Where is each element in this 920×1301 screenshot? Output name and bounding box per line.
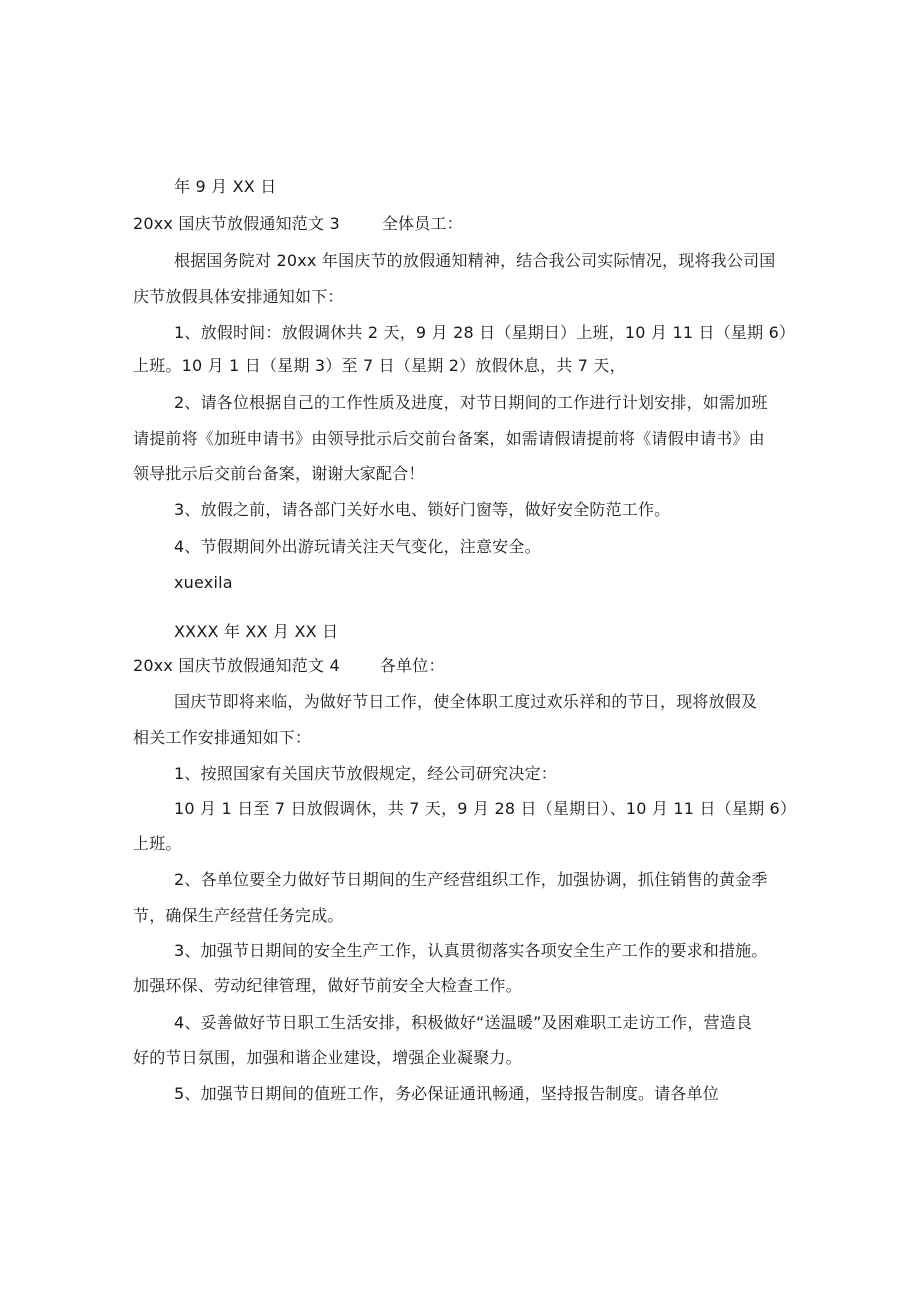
section-3-header: [133, 213, 463, 235]
section-3-item-2-line-1: 2、请各位根据自己的工作性质及进度，对节日期间的工作进行计划安排，如需加班: [174, 393, 768, 412]
section-4-item-3-line-1: 3、加强节日期间的安全生产工作，认真贯彻落实各项安全生产工作的要求和措施。: [174, 941, 768, 960]
section-3-item-2-line-3: 领导批示后交前台备案，谢谢大家配合！: [133, 464, 425, 483]
section-4-intro-line-2: 相关工作安排通知如下：: [133, 728, 312, 747]
section-3-date: XXXX 年 XX 月 XX 日: [174, 622, 339, 641]
section-4-item-1-detail-line-2: 上班。: [133, 834, 182, 853]
section-3-recipient: 全体员工：: [381, 214, 463, 233]
section-4-item-1: 1、按照国家有关国庆节放假规定，经公司研究决定：: [174, 764, 557, 783]
section-4-item-2-line-1: 2、各单位要全力做好节日期间的生产经营组织工作，加强协调，抓住销售的黄金季: [174, 870, 768, 889]
section-4-recipient: 各单位：: [379, 656, 445, 675]
section-4-item-5: 5、加强节日期间的值班工作，务必保证通讯畅通，坚持报告制度。请各单位: [174, 1084, 719, 1103]
section-3-item-1-line-1: 1、放假时间：放假调休共 2 天，9 月 28 日（星期日）上班，10 月 11 日（星期 6）: [174, 323, 796, 342]
section-3-item-3: 3、放假之前，请各部门关好水电、锁好门窗等，做好安全防范工作。: [174, 500, 671, 519]
section-4-heading: 20xx 国庆节放假通知范文 4: [133, 656, 340, 675]
section-4-item-3-line-2: 加强环保、劳动纪律管理，做好节前安全大检查工作。: [133, 976, 522, 995]
section-3-item-1-line-2: 上班。10 月 1 日（星期 3）至 7 日（星期 2）放假休息，共 7 天，: [133, 356, 626, 375]
section-3-item-4: 4、节假期间外出游玩请关注天气变化，注意安全。: [174, 537, 541, 556]
section-3-signature: xuexila: [174, 573, 233, 592]
section-3-intro-line-2: 庆节放假具体安排通知如下：: [133, 287, 344, 306]
section-4-item-2-line-2: 节，确保生产经营任务完成。: [133, 906, 344, 925]
section-3-item-2-line-2: 请提前将《加班申请书》由领导批示后交前台备案，如需请假请提前将《请假申请书》由: [133, 429, 765, 448]
section-3-heading: 20xx 国庆节放假通知范文 3: [133, 214, 340, 233]
section-4-item-4-line-1: 4、妥善做好节日职工生活安排，积极做好“送温暖”及困难职工走访工作，营造良: [174, 1013, 753, 1032]
section-4-item-1-detail-line-1: 10 月 1 日至 7 日放假调休，共 7 天，9 月 28 日（星期日）、10 月 11 日（星期 6）: [174, 799, 797, 818]
date-line: 年 9 月 XX 日: [174, 177, 277, 196]
section-4-header: [133, 655, 445, 677]
section-3-intro-line-1: 根据国务院对 20xx 年国庆节的放假通知精神，结合我公司实际情况，现将我公司国: [174, 251, 776, 270]
section-4-intro-line-1: 国庆节即将来临，为做好节日工作，使全体职工度过欢乐祥和的节日，现将放假及: [174, 692, 758, 711]
section-4-item-4-line-2: 好的节日氛围，加强和谐企业建设，增强企业凝聚力。: [133, 1048, 522, 1067]
